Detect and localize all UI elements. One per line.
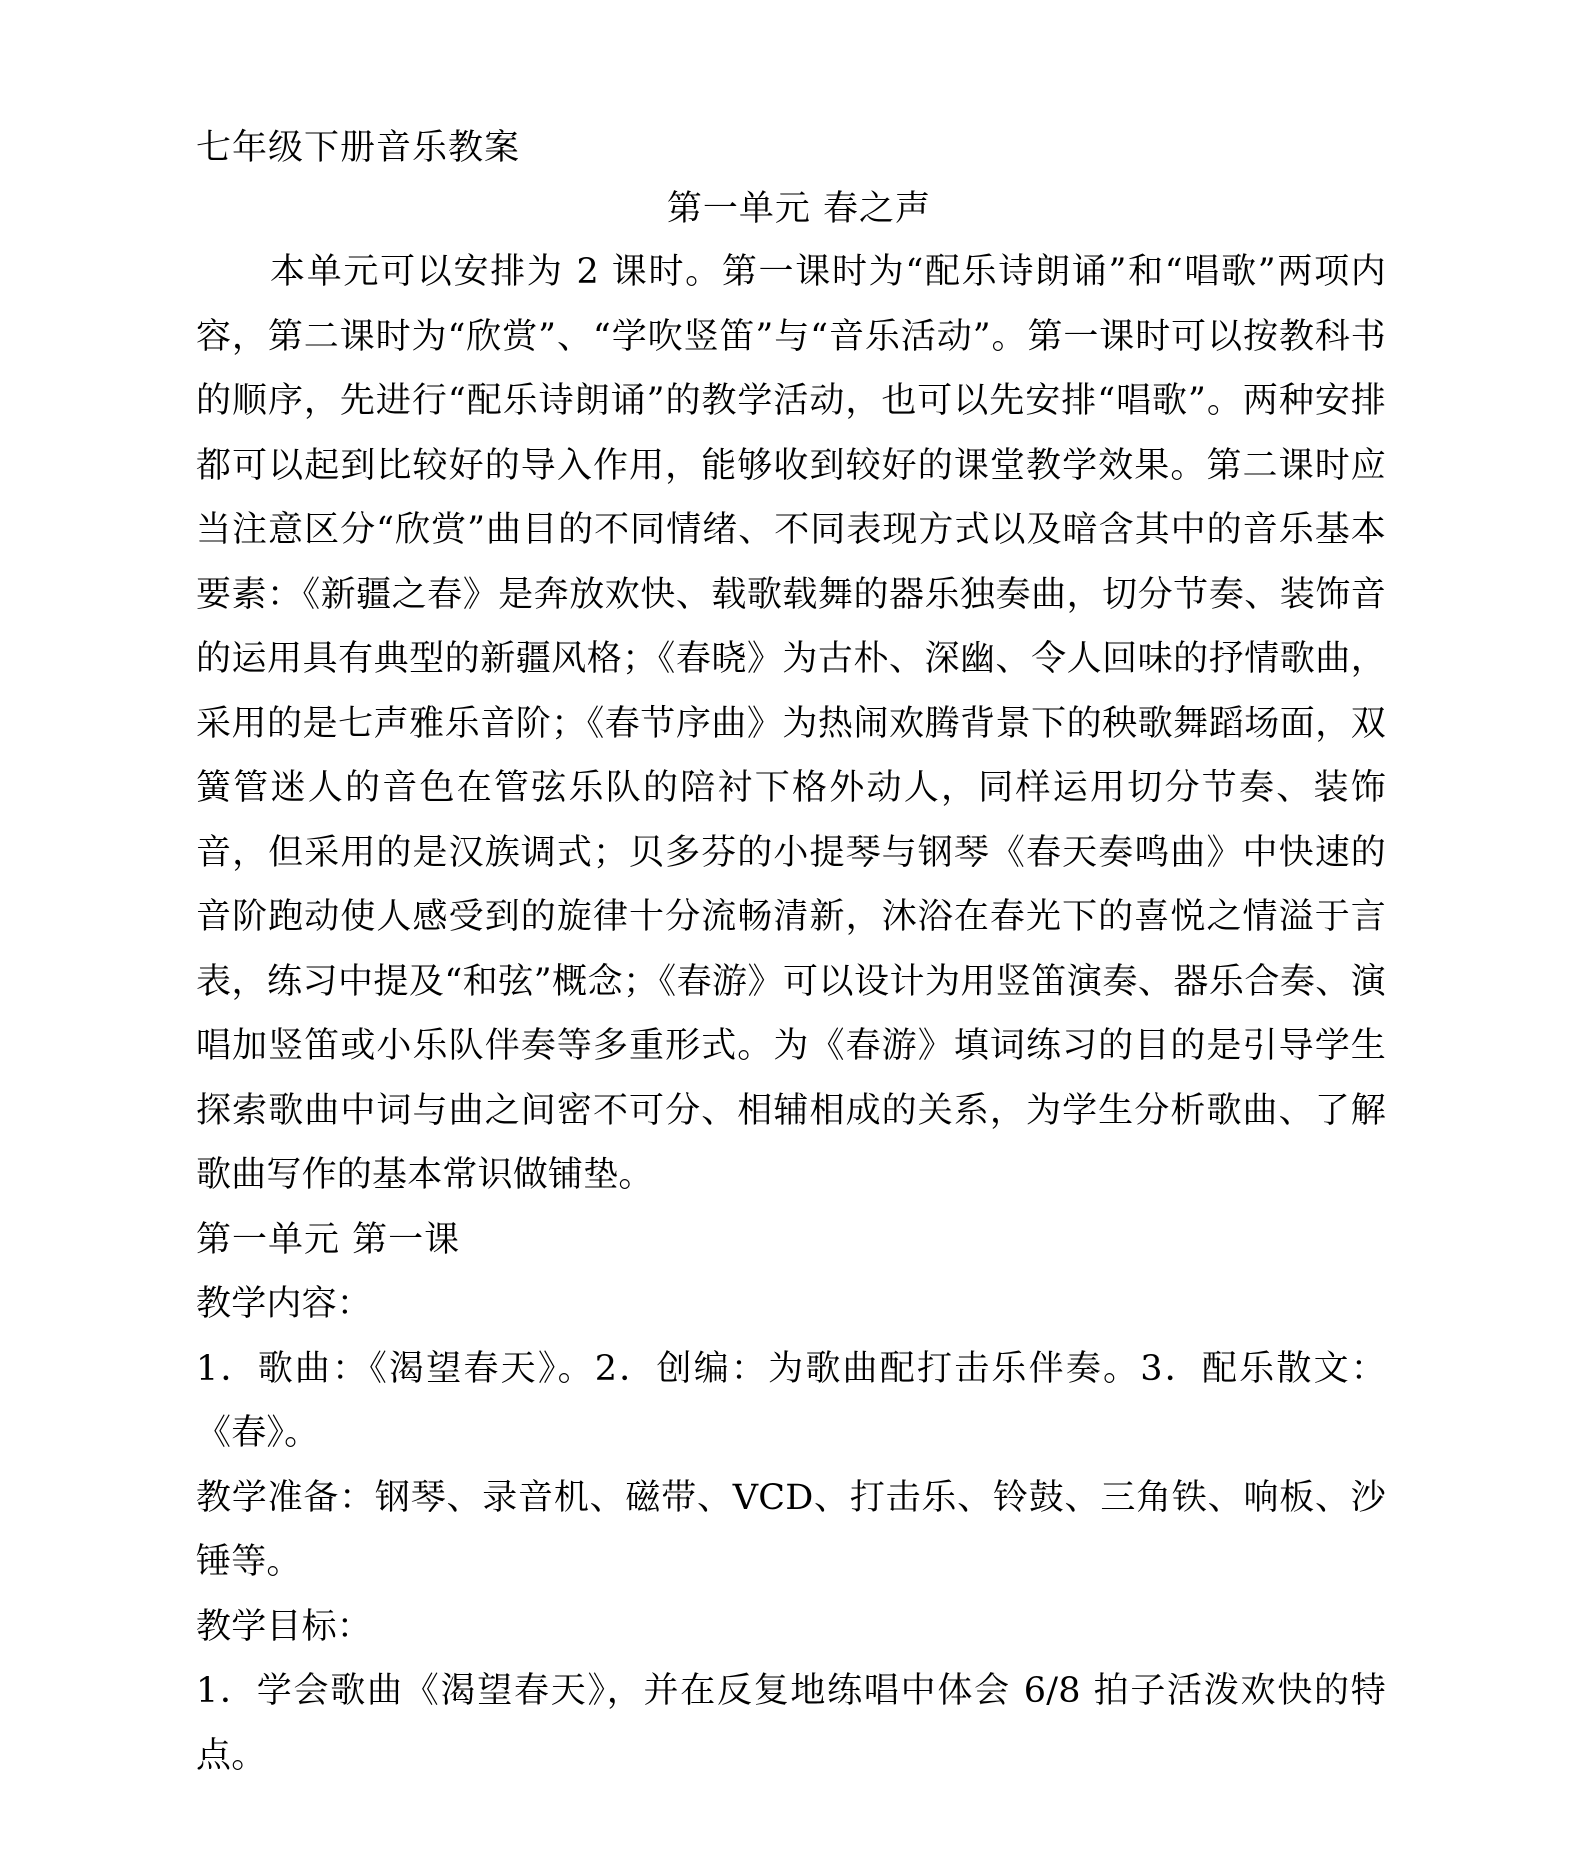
document-sheet <box>196 118 1386 1788</box>
unit-heading: 第一单元 春之声 <box>666 189 932 229</box>
section-label-teaching-preparation: 教学准备：钢琴、录音机、磁带、VCD、打击乐、铃鼓、三角铁、响板、沙锤等。 <box>196 1477 1386 1582</box>
section-label-teaching-content: 教学内容： <box>196 1284 373 1324</box>
lesson-heading: 第一单元 第一课 <box>196 1219 461 1260</box>
document-title: 七年级下册音乐教案 <box>196 128 521 168</box>
section-body-teaching-content: 1．歌曲：《渴望春天》。2．创编：为歌曲配打击乐伴奏。3．配乐散文：《春》。 <box>196 1348 1386 1453</box>
unit-overview-paragraph: 本单元可以安排为 2 课时。第一课时为“配乐诗朗诵”和“唱歌”两项内容，第二课时为“欣赏”、“学吹竖笛”与“音乐活动”。第一课时可以按教科书的顺序，先进行“配乐诗朗诵”的教学活动，也可以先安排“唱歌”。两种安排都可以起到比较好的导入作用，能够收到较好的课堂教学效果。第二课时应当注意区分“欣赏”曲目的不同情绪、不同表现方式以及暗含其中的音乐基本要素：《新疆之春》是奔放欢快、载歌载舞的器乐独奏曲，切分节奏、装饰音的运用具有典型的新疆风格；《春晓》为古朴、深幽、令人回味的抒情歌曲，采用的是七声雅乐音阶；《春节序曲》为热闹欢腾背景下的秧歌舞蹈场面，双簧管迷人的音色在管弦乐队的陪衬下格外动人，同样运用切分节奏、装饰音，但采用的是汉族调式；贝多芬的小提琴与钢琴《春天奏鸣曲》中快速的音阶跑动使人感受到的旋律十分流畅清新，沐浴在春光下的喜悦之情溢于言表，练习中提及“和弦”概念；《春游》可以设计为用竖笛演奏、器乐合奏、演唱加竖笛或小乐队伴奏等多重形式。为《春游》填词练习的目的是引导学生探索歌曲中词与曲之间密不可分、相辅相成的关系，为学生分析歌曲、了解歌曲写作的基本常识做铺垫。 <box>196 252 1386 1195</box>
section-body-teaching-objectives: 1．学会歌曲《渴望春天》，并在反复地练唱中体会 6/8 拍子活泼欢快的特点。 <box>196 1671 1386 1776</box>
section-label-teaching-objectives: 教学目标： <box>196 1606 373 1647</box>
